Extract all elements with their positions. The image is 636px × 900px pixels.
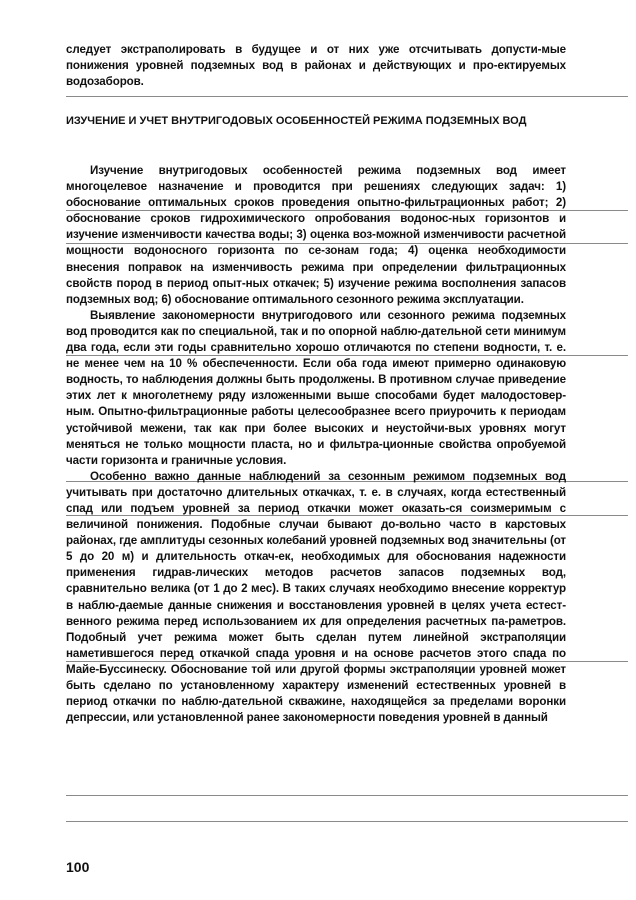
paragraph-seasonal-data: Особенно важно данные наблюдений за сезонным режимом подземных вод учитывать при достаточно длительных откачках, т. е. в случаях, когда естественный спад или подъем уровней за период откачки может оказать-ся соизмеримым с величиной понижения. Подобные случаи бывают до-вольно часто в карстовых районах, где амплитуды сезонных колебаний уровней подземных вод значительны (от 5 до 20 м) и длительность откач-ек, необходимых для обоснования надежности применения гидрав-лических методов расчетов запасов подземных вод, сравнительно велика (от 1 до 2 мес). В таких случаях необходимо внесение корректур в наблю-даемые данные снижения и восстановления уровней в целях учета естест-венного режима перед использованием их для определения расчетных па-раметров. Подобный учет режима может быть сделан путем линейной экстраполяции наметившегося перед откачкой спада уровня и на основе расчетов этого спада по Майе-Буссинеску. Обоснование той или другой формы экстраполяции уровней может быть сделано по установленному характеру изменений естественных уровней в период откачки по наблю-дательной скважине, находящейся за пределами воронки депрессии, или установленной ранее закономерности поведения уровней в данный bbox=[66, 469, 566, 725]
paragraph-objectives: Изучение внутригодовых особенностей режима подземных вод имеет многоцелевое назначение и проводится при решениях следующих задач: 1) обоснование оптимальных сроков проведения опытно-фильтрационных работ; 2) обоснование сроков гидрохимического опробования водонос-ных горизонтов и изучение изменчивости качества воды; 3) оценка воз-можной изменчивости расчетной мощности водоносного горизонта по се-зонам года; 4) оценка необходимости внесения поправок на изменчивость режима при определении фильтрационных свойств пород в период опыт-ных откачек; 5) изучение режима восполнения запасов подземных вод; 6) обоснование оптимального сезонного режима эксплуатации. bbox=[66, 164, 566, 306]
scan-line bbox=[66, 795, 628, 796]
scan-line bbox=[66, 821, 628, 822]
intro-text: следует экстраполировать в будущее и от них уже отсчитывать допусти-мые понижения уровней подземных вод в районах и действующих и про-ектируемых водозаборов. bbox=[66, 43, 566, 89]
section-heading: ИЗУЧЕНИЕ И УЧЕТ ВНУТРИГОДОВЫХ ОСОБЕННОСТЕЙ РЕЖИМА ПОДЗЕМНЫХ ВОД bbox=[66, 115, 527, 127]
scan-line bbox=[66, 96, 628, 97]
page-number: 100 bbox=[66, 859, 90, 875]
intro-paragraph bbox=[66, 42, 566, 90]
paragraph-regularities: Выявление закономерности внутригодового или сезонного режима подземных вод проводится как по специальной, так и по опорной наблю-дательной сети минимум два года, если эти годы сравнительно хорошо отличаются по степени водности, т. е. не менее чем на 10 % обеспеченности. Если оба года имеют примерно одинаковую водность, то наблюдения должны быть продолжены. В противном случае приведение этих лет к многолетнему ряду изложенными выше способами будет малодостовер-ным. Опытно-фильтрационные работы целесообразнее всего приурочить к периодам устойчивой межени, так как при более высоких и неустойчи-вых уровнях могут меняться не только мощности пласта, но и фильтра-ционные свойства опробуемой части горизонта и граничные условия. bbox=[66, 308, 566, 467]
body-text bbox=[66, 163, 566, 726]
